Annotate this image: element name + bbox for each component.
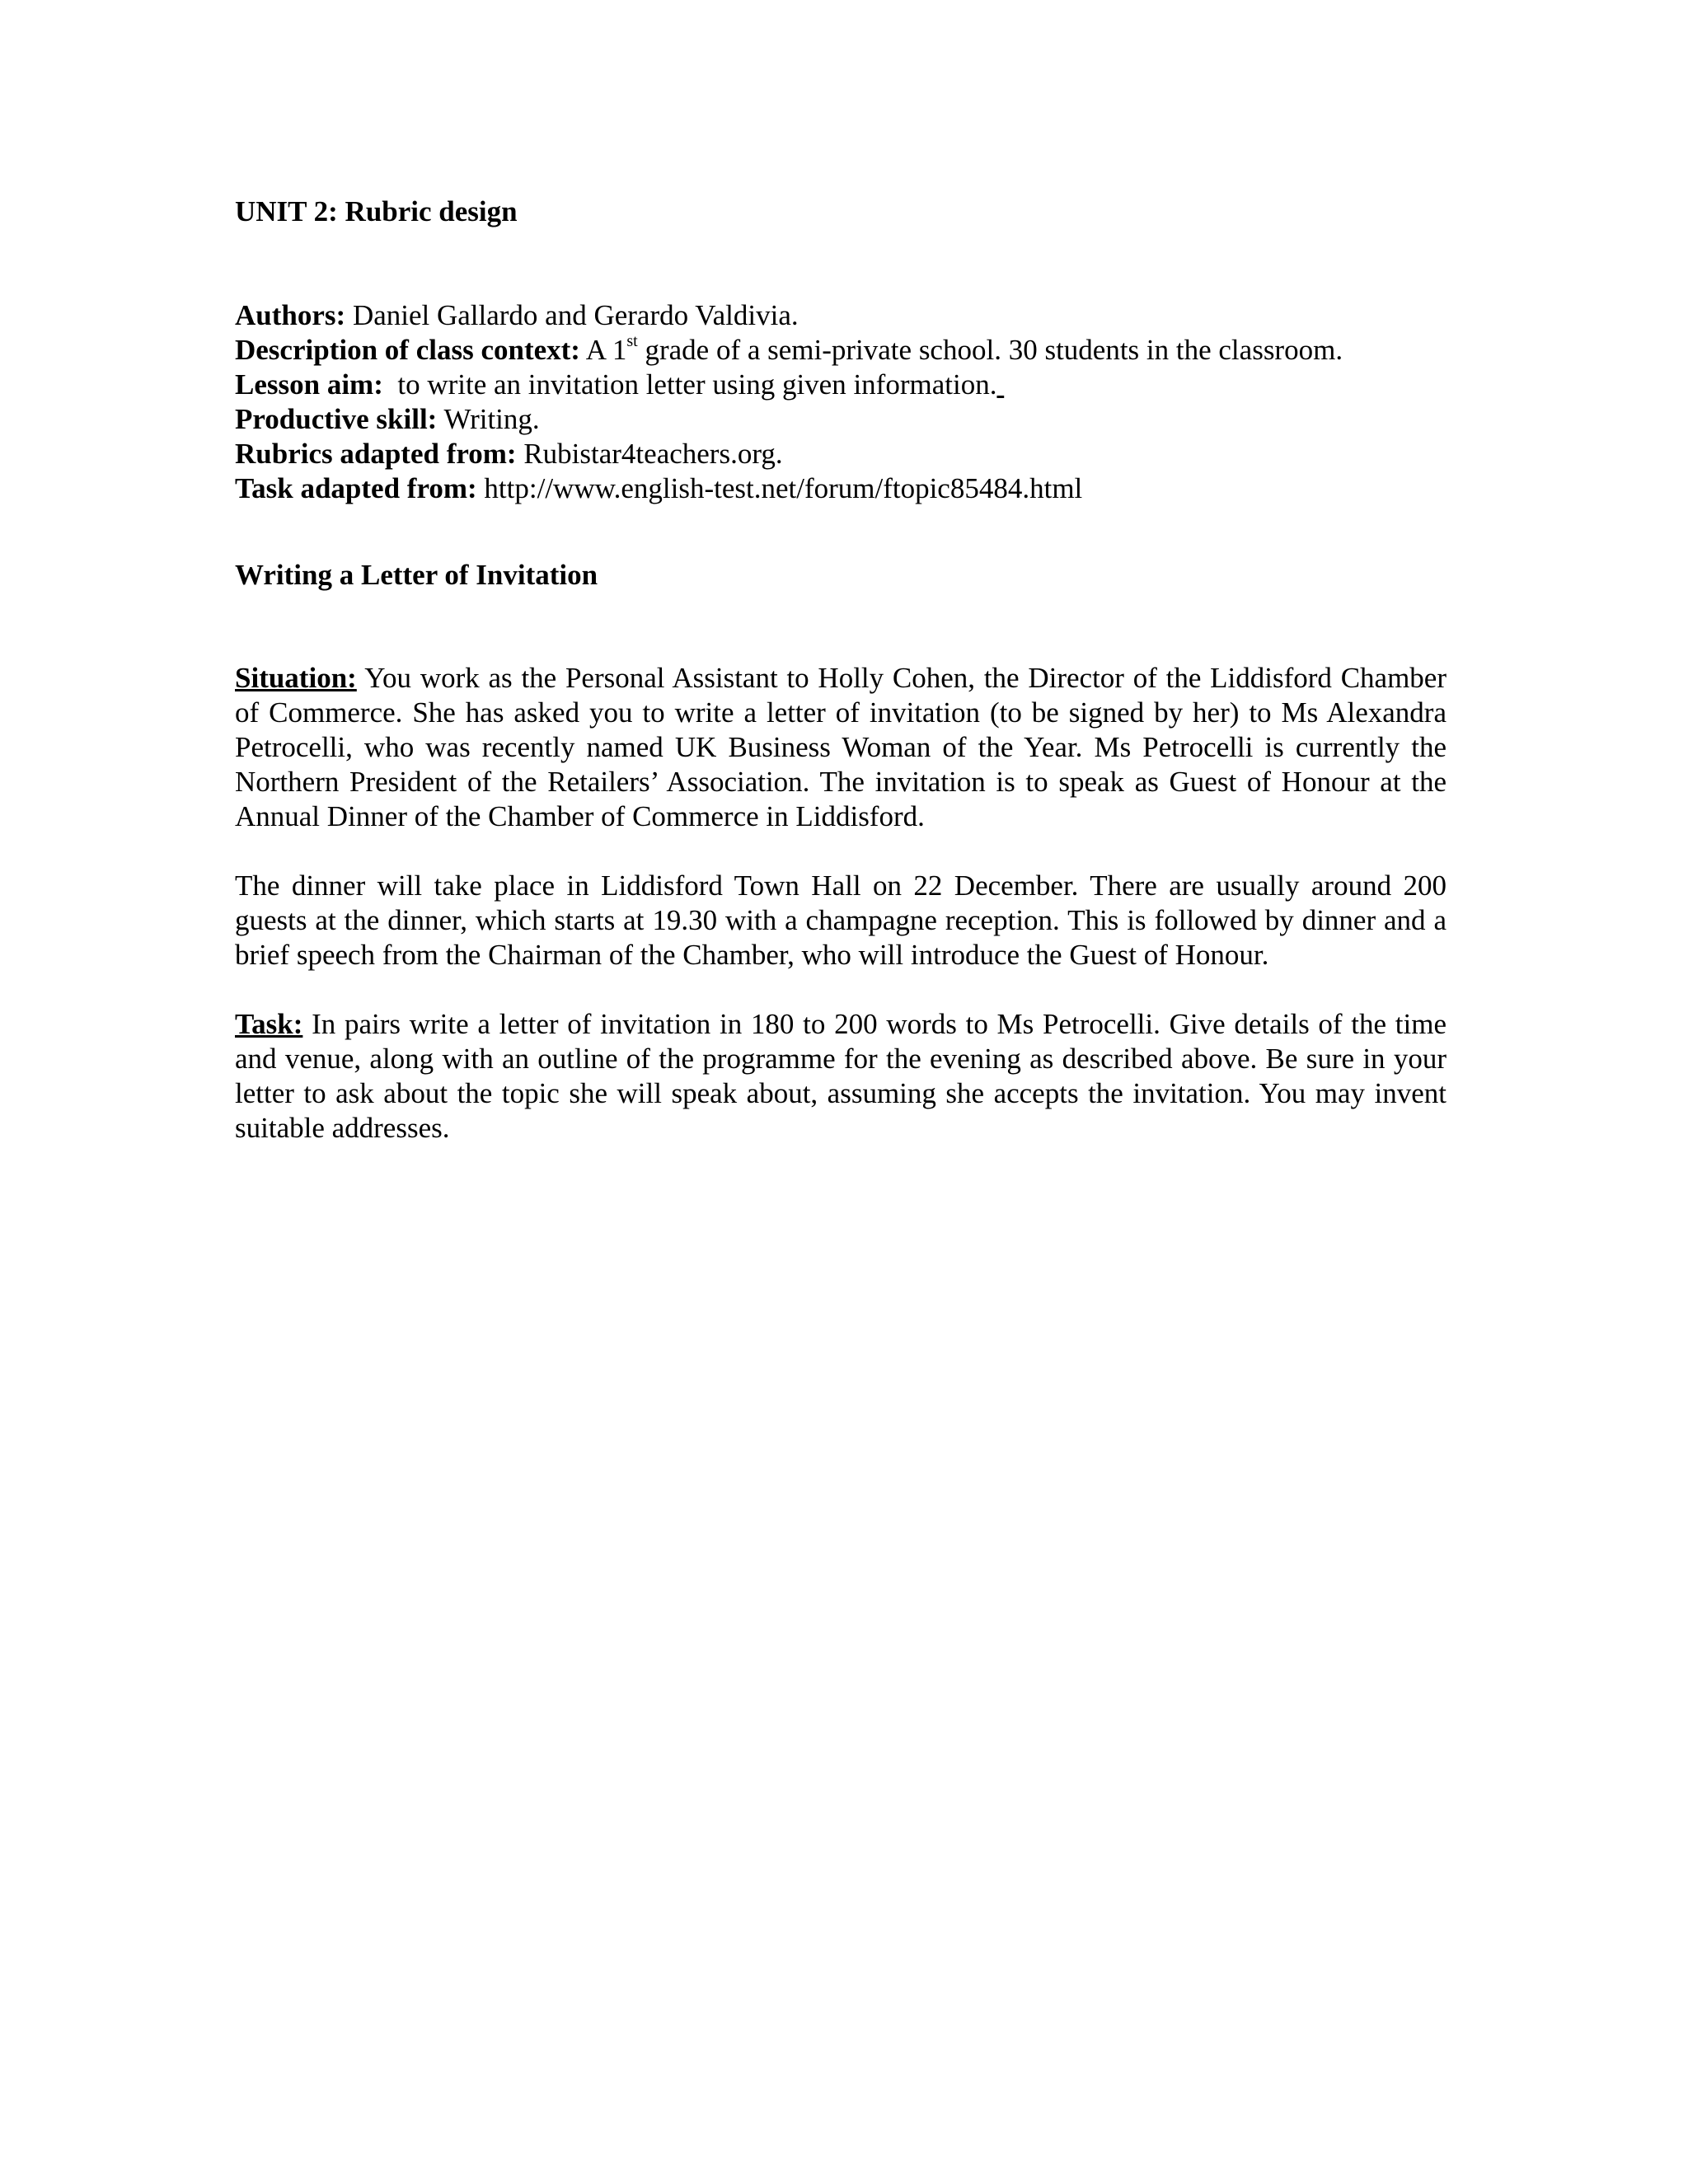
- class-context-line: [235, 333, 1447, 368]
- situation-paragraph: [235, 661, 1447, 834]
- class-context-suffix: grade of a semi-private school. 30 students in the classroom.: [637, 334, 1343, 366]
- productive-skill-label: Productive skill:: [235, 403, 438, 435]
- class-context-prefix: A 1: [579, 334, 627, 366]
- dinner-paragraph: The dinner will take place in Liddisford Town Hall on 22 December. There are usually around 200 guests at the dinner, which starts at 19.30 with a champagne reception. This is followed by dinner and a brief speech from the Chairman of the Chamber, who will introduce the Guest of Honour.: [235, 869, 1447, 971]
- authors-value: Daniel Gallardo and Gerardo Valdivia.: [345, 299, 799, 331]
- section-title: Writing a Letter of Invitation: [235, 559, 598, 591]
- task-text: In pairs write a letter of invitation in 180 to 200 words to Ms Petrocelli. Give details of the time and venue, along with an outline of the programme for the evening as described above. Be sure in your letter to ask about the topic she will speak about, assuming she accepts the invitation. You may invent suitable addresses.: [235, 1008, 1447, 1144]
- task-source-url: http://www.english-test.net/forum/ftopic85484.html: [476, 472, 1083, 504]
- lesson-aim-label: Lesson aim:: [235, 368, 383, 401]
- document-content: [235, 194, 1447, 1146]
- unit-title: UNIT 2: Rubric design: [235, 195, 518, 227]
- rubrics-source-value: Rubistar4teachers.org.: [516, 438, 783, 470]
- task-source-line: [235, 471, 1447, 506]
- task-paragraph: [235, 1007, 1447, 1146]
- situation-label: Situation:: [235, 662, 357, 694]
- task-source-label: Task adapted from:: [235, 472, 477, 504]
- authors-label: Authors:: [235, 299, 346, 331]
- class-context-superscript: st: [626, 332, 638, 351]
- productive-skill-value: Writing.: [437, 403, 540, 435]
- class-context-label: Description of class context:: [235, 334, 580, 366]
- task-label: Task:: [235, 1008, 303, 1040]
- rubrics-source-label: Rubrics adapted from:: [235, 438, 517, 470]
- lesson-aim-line: [235, 368, 1447, 402]
- lesson-metadata: [235, 298, 1447, 506]
- lesson-aim-value: to write an invitation letter using given information.: [382, 368, 997, 401]
- authors-line: [235, 298, 1447, 333]
- productive-skill-line: [235, 402, 1447, 437]
- lesson-aim-trailing-underline: [996, 368, 1004, 401]
- rubrics-source-line: [235, 437, 1447, 471]
- situation-text: You work as the Personal Assistant to Holly Cohen, the Director of the Liddisford Chamber of Commerce. She has asked you to write a letter of invitation (to be signed by her) to Ms Alexandra Petrocelli, who was recently named UK Business Woman of the Year. Ms Petrocelli is currently the Northern President of the Retailers’ Association. The invitation is to speak as Guest of Honour at the Annual Dinner of the Chamber of Commerce in Liddisford.: [235, 662, 1447, 832]
